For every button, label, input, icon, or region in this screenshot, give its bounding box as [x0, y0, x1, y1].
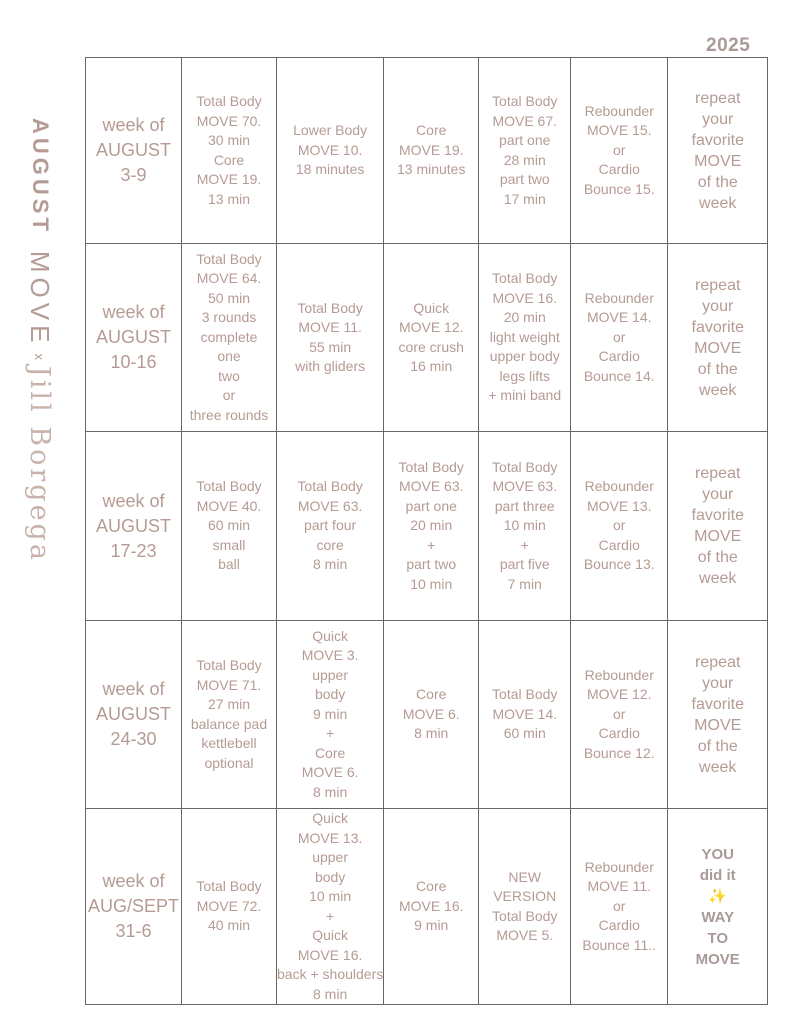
workout-cell	[182, 809, 277, 1005]
workout-cell	[384, 621, 479, 809]
cell-line: light weight	[489, 328, 560, 345]
sidebar-title	[22, 118, 58, 563]
workout-cell	[479, 621, 571, 809]
cell-line: MOVE 19.	[398, 141, 464, 158]
cell-line: +	[520, 536, 529, 553]
cell-line: body	[314, 686, 346, 703]
cell-line: MOVE 14.	[586, 309, 652, 326]
cell-line: Bounce 15.	[583, 180, 655, 197]
week-label-line: 3-9	[120, 165, 147, 185]
cell-line: 7 min	[507, 575, 542, 592]
cell-line: Quick	[312, 627, 349, 644]
cell-line: MOVE 3.	[301, 647, 359, 664]
cell-line: 20 min	[503, 309, 546, 326]
cell-line: part two	[406, 556, 457, 573]
workout-cell	[571, 58, 668, 244]
cell-line: ball	[218, 556, 240, 573]
cell-line: 10 min	[503, 517, 546, 534]
brand-name: MOVE	[25, 250, 56, 348]
workout-cell	[182, 58, 277, 244]
week-row	[86, 809, 768, 1005]
cell-line: 20 min	[410, 517, 453, 534]
cell-line: Rebounder	[584, 289, 654, 306]
cell-line: part two	[499, 171, 550, 187]
cell-line: did it	[699, 866, 736, 884]
cell-line: favorite	[691, 318, 744, 336]
workout-cell	[571, 244, 668, 432]
cell-line: Total Body	[492, 686, 558, 703]
cell-line: MOVE 40.	[196, 497, 262, 514]
cell-line: MOVE 15.	[586, 122, 652, 139]
cell-line: +	[326, 907, 335, 924]
cell-line: of the	[697, 360, 738, 378]
cell-line: MOVE	[694, 339, 742, 357]
cell-line: body	[314, 868, 346, 885]
cell-line: MOVE 10.	[297, 141, 363, 158]
cell-line: 27 min	[207, 696, 251, 712]
cell-line: 40 min	[207, 917, 251, 934]
week-row	[86, 621, 768, 809]
cell-line: TO	[707, 929, 729, 947]
repeat-cell	[668, 432, 768, 621]
workout-cell	[479, 432, 571, 621]
cell-line: MOVE 16.	[297, 946, 363, 963]
cell-line: or	[613, 141, 626, 158]
cell-line: part one	[405, 497, 457, 514]
cell-line: 13 min	[207, 190, 251, 207]
week-row	[86, 432, 768, 621]
workout-cell	[571, 621, 668, 809]
cell-line: MOVE 63.	[398, 478, 464, 495]
cell-line: Cardio	[598, 161, 640, 178]
week-label-cell	[86, 809, 182, 1005]
cell-line: +	[326, 725, 335, 742]
cell-line: Quick	[312, 927, 349, 943]
cell-line: Core	[416, 878, 447, 895]
week-label-line: week of	[102, 302, 165, 322]
cell-line: Core	[416, 686, 447, 703]
cell-line: Total Body	[196, 878, 262, 895]
week-label-line: week of	[102, 115, 165, 135]
cell-line: +	[427, 536, 436, 553]
workout-cell	[277, 809, 384, 1005]
cell-line: Cardio	[598, 348, 640, 365]
brand-separator: x	[32, 353, 48, 360]
cell-line: Rebounder	[584, 858, 654, 875]
week-label-cell	[86, 58, 182, 244]
finish-cell	[668, 809, 768, 1005]
cell-line: Bounce 14.	[583, 367, 655, 384]
week-label-line: week of	[102, 490, 165, 511]
cell-line: Total Body	[492, 458, 558, 475]
cell-line: your	[702, 486, 734, 503]
week-label-line: AUG/SEPT	[87, 896, 180, 916]
cell-line: three rounds	[189, 406, 269, 423]
workout-cell	[384, 58, 479, 244]
cell-line: or	[222, 387, 236, 404]
week-label-line: AUGUST	[95, 515, 171, 536]
workout-cell	[479, 244, 571, 432]
cell-line: your	[702, 110, 734, 128]
cell-line: Cardio	[598, 536, 640, 553]
workout-cell	[182, 432, 277, 621]
cell-line: Total Body	[196, 93, 262, 109]
week-label-cell	[86, 244, 182, 432]
cell-line: favorite	[691, 131, 744, 149]
cell-line: Core	[213, 151, 245, 168]
workout-cell	[277, 621, 384, 809]
cell-line: two	[218, 367, 240, 384]
cell-line: Bounce 11..	[582, 936, 657, 953]
cell-line: MOVE 11.	[298, 319, 362, 335]
workout-cell	[182, 621, 277, 809]
cell-line: kettlebell	[201, 735, 257, 751]
week-label-line: 24-30	[110, 729, 157, 749]
cell-line: 16 min	[410, 358, 453, 374]
cell-line: Rebounder	[584, 102, 654, 119]
week-row	[86, 58, 768, 244]
workout-cell	[384, 432, 479, 621]
cell-line: week	[699, 570, 737, 587]
cell-line: WAY	[701, 908, 735, 926]
cell-line: week	[699, 758, 737, 776]
cell-line: core	[316, 536, 344, 553]
cell-line: Total Body	[492, 907, 558, 924]
cell-line: upper	[312, 849, 349, 865]
cell-line: NEW	[508, 868, 542, 885]
cell-line: 3 rounds	[201, 309, 257, 326]
cell-line: of the	[697, 173, 738, 191]
workout-cell	[384, 809, 479, 1005]
cell-line: MOVE 6.	[402, 705, 460, 722]
cell-line: MOVE 16.	[398, 897, 464, 914]
cell-line: repeat	[695, 276, 741, 294]
cell-line: balance pad	[190, 715, 268, 732]
cell-line: MOVE	[694, 152, 742, 170]
cell-line: Total Body	[297, 299, 363, 316]
workout-calendar	[85, 57, 768, 1005]
cell-line: your	[702, 297, 734, 315]
cell-line: MOVE 14.	[492, 705, 558, 722]
week-label-line: week of	[102, 679, 165, 699]
week-label-line: 10-16	[110, 352, 157, 372]
cell-line: Total Body	[492, 270, 558, 287]
cell-line: your	[702, 674, 734, 692]
cell-line: 9 min	[414, 917, 449, 934]
week-label-line: 31-6	[115, 921, 152, 941]
cell-line: 17 min	[503, 190, 546, 207]
cell-line: Cardio	[598, 725, 640, 742]
month-title: AUGUST	[28, 118, 53, 235]
cell-line: part three	[494, 497, 555, 514]
cell-line: favorite	[691, 695, 744, 713]
cell-line: legs lifts	[499, 367, 551, 384]
cell-line: 50 min	[207, 289, 251, 306]
cell-line: MOVE 71.	[196, 676, 262, 693]
workout-cell	[277, 58, 384, 244]
cell-line: part four	[304, 517, 357, 534]
cell-line: Total Body	[297, 478, 363, 495]
cell-line: 60 min	[207, 517, 251, 534]
cell-line: upper	[312, 666, 349, 683]
cell-line: one	[217, 348, 241, 365]
cell-line: MOVE 63.	[492, 478, 558, 495]
cell-line: MOVE 12.	[398, 319, 464, 335]
cell-line: 9 min	[313, 705, 348, 722]
workout-cell	[571, 809, 668, 1005]
cell-line: MOVE 16.	[492, 289, 558, 306]
cell-line: week	[699, 381, 737, 399]
cell-line: Total Body	[196, 657, 262, 673]
cell-line: Bounce 13.	[583, 556, 655, 573]
cell-line: Quick	[413, 299, 450, 316]
cell-line: with gliders	[295, 358, 366, 374]
cell-line: Rebounder	[584, 666, 654, 683]
week-label-cell	[86, 432, 182, 621]
cell-line: small	[212, 536, 246, 553]
cell-line: repeat	[695, 465, 741, 482]
cell-line: Bounce 12.	[583, 744, 655, 761]
cell-line: MOVE 64.	[196, 270, 262, 287]
cell-line: repeat	[695, 653, 741, 671]
cell-line: 8 min	[313, 985, 348, 1002]
repeat-cell	[668, 244, 768, 432]
cell-line: favorite	[691, 507, 744, 524]
cell-line: core crush	[398, 338, 464, 355]
cell-line: MOVE 72.	[196, 897, 262, 914]
cell-line: Cardio	[598, 917, 640, 934]
cell-line: 8 min	[313, 783, 348, 800]
cell-line: optional	[204, 754, 254, 771]
cell-line: 30 min	[207, 132, 251, 148]
cell-line: MOVE 13.	[586, 497, 652, 514]
year-label: 2025	[706, 35, 751, 56]
cell-line: MOVE 63.	[297, 497, 363, 514]
cell-line: part five	[499, 556, 550, 573]
cell-line: MOVE 6.	[301, 764, 359, 781]
cell-line: or	[613, 897, 626, 914]
cell-line: 10 min	[309, 888, 352, 904]
week-label-cell	[86, 621, 182, 809]
cell-line: YOU	[701, 845, 734, 863]
cell-line: + mini band	[488, 387, 562, 404]
week-label-line: 17-23	[110, 540, 157, 561]
cell-line: 10 min	[410, 575, 453, 592]
workout-cell	[571, 432, 668, 621]
cell-line: week	[699, 194, 737, 212]
workout-cell	[182, 244, 277, 432]
cell-line: 18 minutes	[295, 161, 365, 178]
cell-line: of the	[697, 737, 738, 755]
cell-line: part one	[499, 132, 551, 148]
workout-cell	[277, 244, 384, 432]
cell-line: MOVE 12.	[586, 686, 652, 703]
workout-cell	[384, 244, 479, 432]
cell-line: Rebounder	[584, 478, 654, 495]
week-label-line: AUGUST	[95, 327, 171, 347]
workout-cell	[479, 809, 571, 1005]
workout-cell	[479, 58, 571, 244]
cell-line: MOVE 13.	[297, 829, 363, 846]
cell-line: MOVE	[695, 950, 740, 968]
cell-line: MOVE 67.	[492, 112, 558, 129]
cell-line: 8 min	[313, 556, 348, 573]
cell-line: or	[613, 705, 626, 722]
cell-line: upper body	[489, 348, 560, 365]
cell-line: Lower Body	[293, 122, 368, 139]
cell-line: 8 min	[414, 725, 449, 742]
cell-line: 55 min	[309, 338, 352, 355]
cell-line: or	[613, 328, 626, 345]
cell-line: MOVE	[694, 528, 742, 545]
week-row	[86, 244, 768, 432]
repeat-cell	[668, 58, 768, 244]
cell-line: repeat	[695, 89, 741, 107]
sparkle-icon: ✨	[708, 887, 728, 905]
cell-line: MOVE 5.	[496, 927, 554, 943]
cell-line: 13 minutes	[396, 161, 466, 178]
week-label-line: AUGUST	[95, 704, 171, 724]
cell-line: Total Body	[196, 478, 262, 495]
repeat-cell	[668, 621, 768, 809]
week-label-line: AUGUST	[95, 140, 171, 160]
cell-line: 28 min	[503, 151, 546, 168]
cell-line: Total Body	[492, 93, 558, 109]
cell-line: 60 min	[503, 725, 546, 742]
cell-line: Core	[416, 122, 447, 139]
cell-line: Quick	[312, 810, 349, 826]
cell-line: MOVE 19.	[196, 171, 262, 187]
cell-line: MOVE	[694, 716, 742, 734]
cell-line: MOVE 11.	[587, 878, 651, 895]
cell-line: VERSION	[493, 888, 557, 904]
author-name: Jill Borgega	[24, 365, 56, 563]
cell-line: back + shoulders	[277, 966, 384, 982]
cell-line: complete	[200, 328, 258, 345]
cell-line: MOVE 70.	[196, 112, 262, 129]
week-label-line: week of	[102, 871, 165, 891]
cell-line: Total Body	[196, 250, 262, 267]
workout-cell	[277, 432, 384, 621]
cell-line: or	[613, 517, 626, 534]
cell-line: of the	[697, 549, 738, 566]
cell-line: Total Body	[398, 458, 464, 475]
cell-line: Core	[314, 744, 346, 761]
